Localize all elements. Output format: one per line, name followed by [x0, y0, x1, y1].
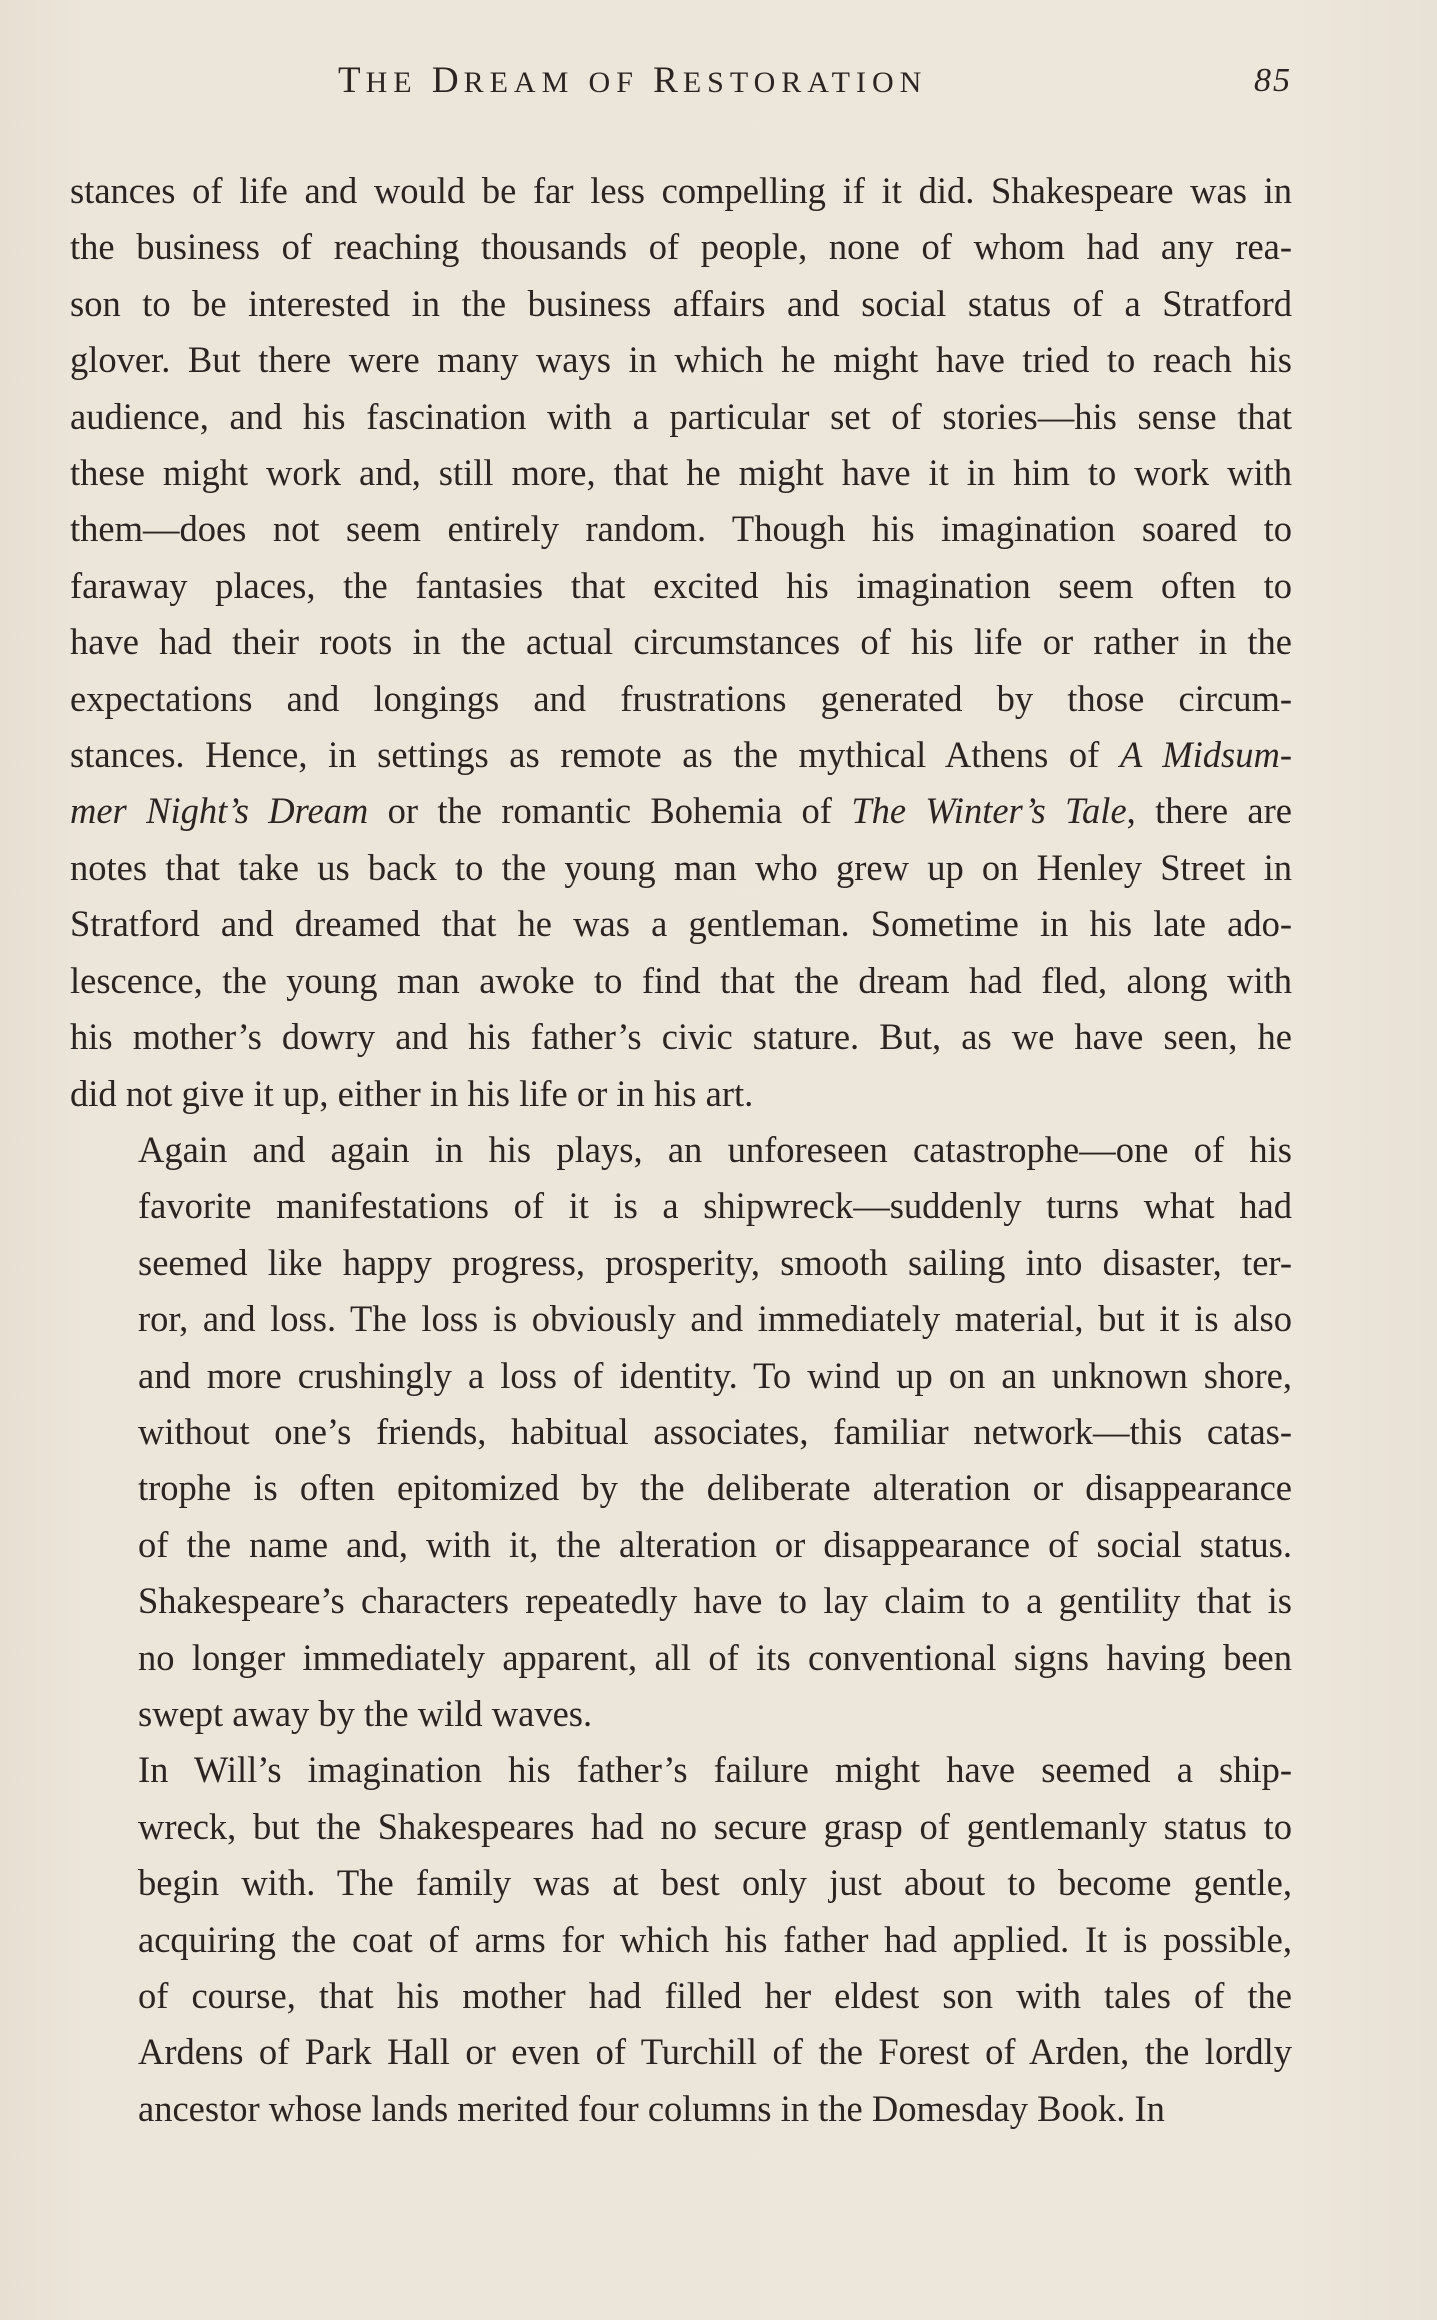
text-line: stances of life and would be far less compelling if it did. Shakespeare was in [70, 170, 1292, 211]
text-line: glover. But there were many ways in which he might have tried to reach his [70, 339, 1292, 381]
italic-title: mer Night’s Dream [70, 790, 369, 832]
text-line: the business of reaching thousands of people, none of whom had any rea- [70, 226, 1292, 268]
text-line: audience, and his fascination with a particular set of stories—his sense that [70, 395, 1292, 437]
text-line: son to be interested in the business affairs and social status of a Stratford [70, 282, 1292, 324]
text-line: Shakespeare’s characters repeatedly have to lay claim to a gentility that is [138, 1580, 1292, 1622]
text-line: notes that take us back to the young man who grew up on Henley Street in [70, 846, 1292, 888]
text-line: his mother’s dowry and his father’s civic stature. But, as we have seen, he [70, 1016, 1292, 1058]
text-line: of the name and, with it, the alteration or disappearance of social status. [138, 1523, 1292, 1565]
text-line: stances. Hence, in settings as remote as the mythical Athens of A Midsum- [70, 734, 1292, 776]
text-line: begin with. The family was at best only just about to become gentle, [138, 1862, 1292, 1904]
body-text [70, 163, 1292, 2137]
text-line: swept away by the wild waves. [138, 1692, 593, 1734]
text-line: Stratford and dreamed that he was a gentleman. Sometime in his late ado- [70, 903, 1292, 945]
text-line: Ardens of Park Hall or even of Turchill of the Forest of Arden, the lordly [138, 2031, 1292, 2073]
running-title [338, 56, 927, 108]
text-line: acquiring the coat of arms for which his father had applied. It is possible, [138, 1918, 1292, 1960]
text-line: without one’s friends, habitual associates, familiar network—this catas- [138, 1410, 1292, 1452]
text-line: favorite manifestations of it is a shipwreck—suddenly turns what had [138, 1185, 1292, 1227]
running-head [70, 56, 1292, 106]
text-line: them—does not seem entirely random. Though his imagination soared to [70, 508, 1292, 550]
text-line: and more crushingly a loss of identity. To wind up on an unknown shore, [138, 1354, 1292, 1396]
text-line: no longer immediately apparent, all of its conventional signs having been [138, 1636, 1292, 1678]
text-line: seemed like happy progress, prosperity, smooth sailing into disaster, ter- [138, 1241, 1292, 1283]
text-line: Again and again in his plays, an unforeseen catastrophe—one of his [138, 1128, 1292, 1170]
text-line: wreck, but the Shakespeares had no secure grasp of gentlemanly status to [138, 1805, 1292, 1847]
italic-title: The Winter’s Tale [851, 790, 1127, 832]
paragraph [70, 1122, 1292, 1742]
text-line: did not give it up, either in his life or in his art. [70, 1072, 754, 1114]
italic-title: A Midsum- [1119, 734, 1292, 776]
text-line: have had their roots in the actual circumstances of his life or rather in the [70, 621, 1292, 663]
text-line: trophe is often epitomized by the deliberate alteration or disappearance [138, 1467, 1292, 1509]
running-title-text: THE DREAM OF RESTORATION [338, 60, 928, 101]
text-line: these might work and, still more, that he might have it in him to work with [70, 452, 1292, 494]
text-line: ancestor whose lands merited four columns in the Domesday Book. In [138, 2087, 1165, 2129]
paragraph [70, 163, 1292, 1122]
text-line: In Will’s imagination his father’s failure might have seemed a ship- [138, 1749, 1292, 1791]
text-line: lescence, the young man awoke to find that the dream had fled, along with [70, 959, 1292, 1001]
page-number: 85 [1254, 62, 1292, 99]
text-line: faraway places, the fantasies that excited his imagination seem often to [70, 564, 1292, 606]
paragraph [70, 1742, 1292, 2137]
text-line: of course, that his mother had filled her eldest son with tales of the [138, 1975, 1292, 2016]
text-line: ror, and loss. The loss is obviously and immediately material, but it is also [138, 1298, 1292, 1340]
text-line: expectations and longings and frustrations generated by those circum- [70, 677, 1292, 719]
text-line: mer Night’s Dream or the romantic Bohemia of The Winter’s Tale, there are [70, 790, 1292, 832]
